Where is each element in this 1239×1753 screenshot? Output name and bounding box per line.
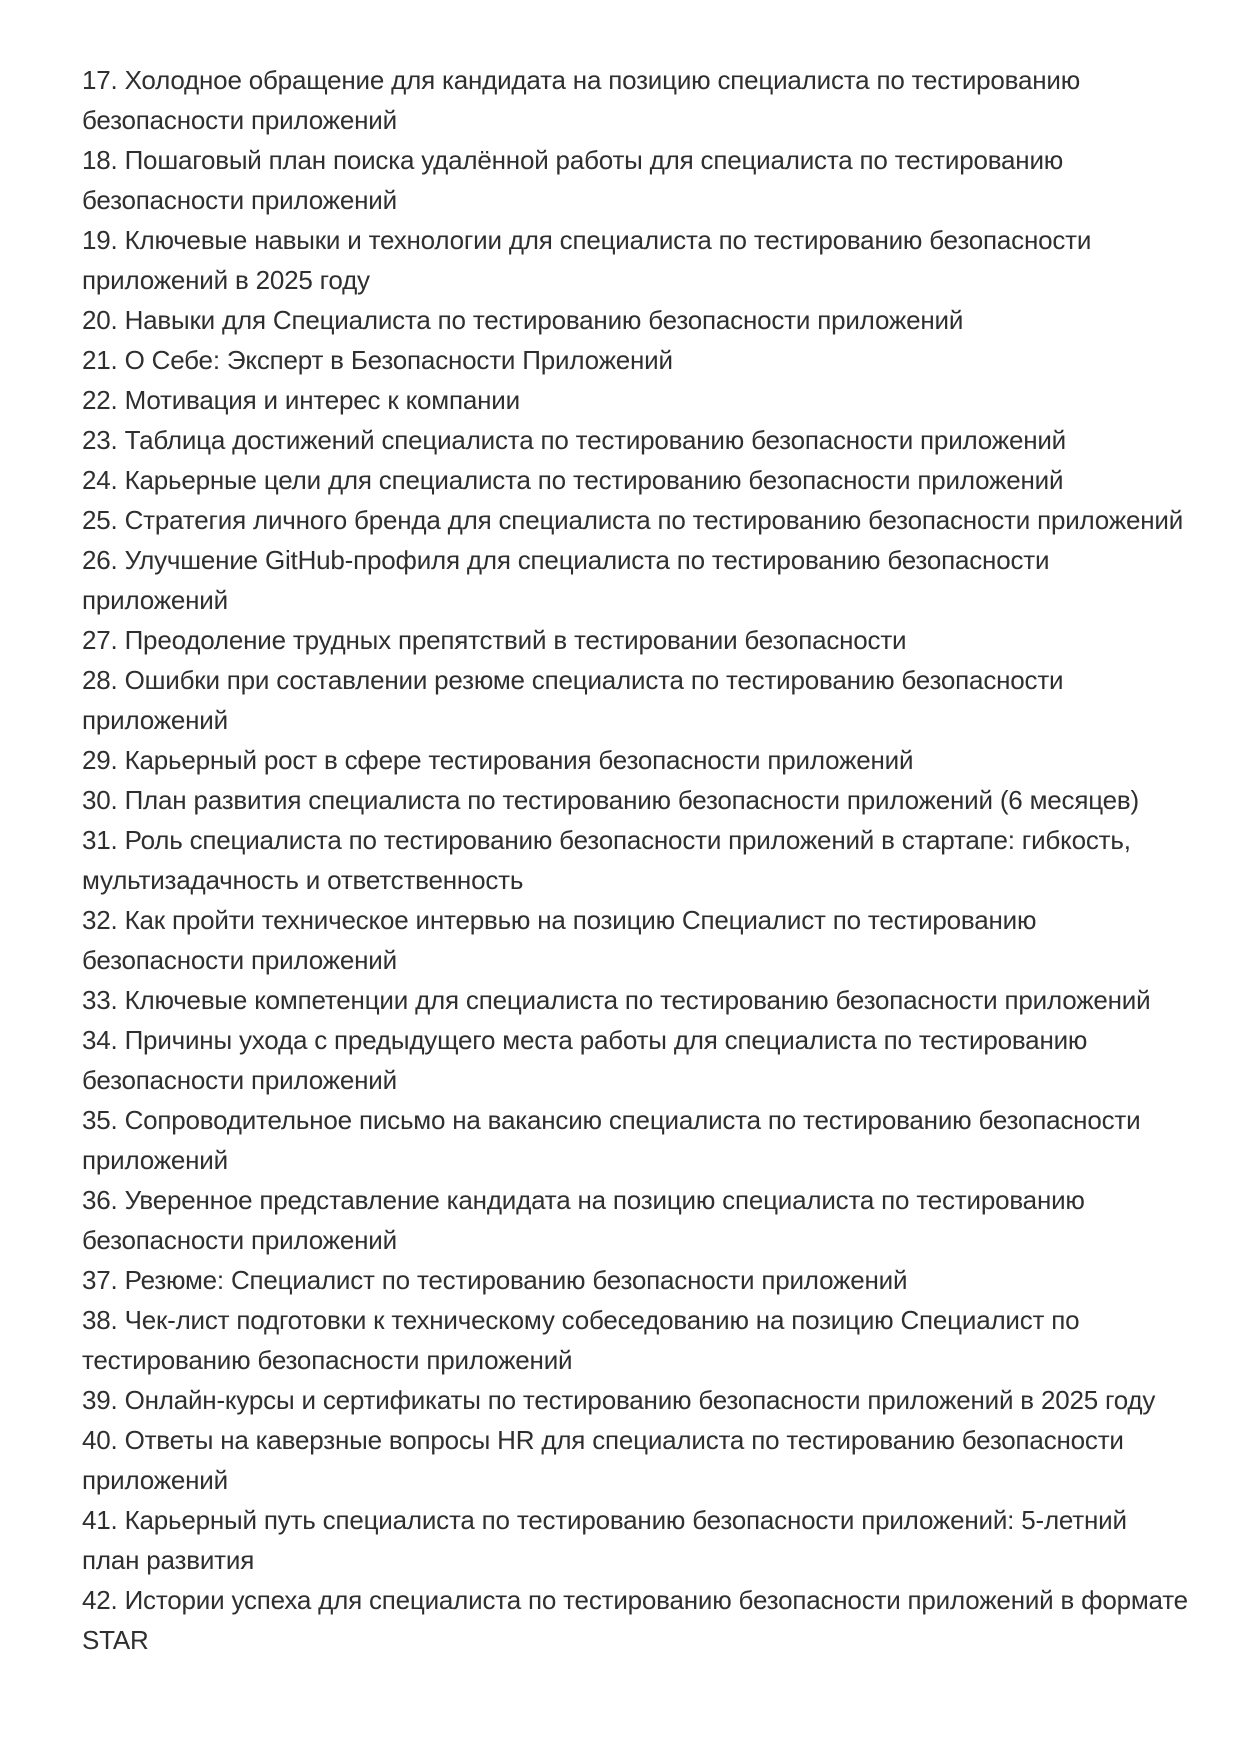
list-item: [82, 1260, 1159, 1300]
list-item: [82, 1500, 1159, 1580]
list-item-line: 33. Ключевые компетенции для специалиста по тестированию безопасности приложений: [82, 985, 1151, 1015]
list-item-line: приложений: [82, 585, 228, 615]
list-item-line: 17. Холодное обращение для кандидата на позицию специалиста по тестированию: [82, 65, 1081, 95]
numbered-list: [82, 60, 1188, 1660]
list-item-line: 29. Карьерный рост в сфере тестирования безопасности приложений: [82, 745, 914, 775]
list-item: [82, 60, 1159, 140]
list-item: [82, 380, 1159, 420]
list-item: [82, 1380, 1159, 1420]
list-item: [82, 1100, 1159, 1180]
list-item-line: 22. Мотивация и интерес к компании: [82, 385, 520, 415]
list-item: [82, 1420, 1159, 1500]
list-item-line: 40. Ответы на каверзные вопросы HR для специалиста по тестированию безопасности: [82, 1425, 1124, 1455]
list-item: [82, 620, 1159, 660]
list-item-line: 36. Уверенное представление кандидата на позицию специалиста по тестированию: [82, 1185, 1085, 1215]
list-item: [82, 220, 1159, 300]
list-item: [82, 500, 1184, 540]
list-item: [82, 1180, 1159, 1260]
list-item: [82, 1580, 1188, 1660]
list-item-line: 28. Ошибки при составлении резюме специалиста по тестированию безопасности: [82, 665, 1064, 695]
list-item-line: 27. Преодоление трудных препятствий в тестировании безопасности: [82, 625, 907, 655]
list-item-line: 37. Резюме: Специалист по тестированию безопасности приложений: [82, 1265, 908, 1295]
list-item: [82, 460, 1159, 500]
list-item-line: 42. Истории успеха для специалиста по тестированию безопасности приложений в формате: [82, 1585, 1188, 1615]
list-item-line: 20. Навыки для Специалиста по тестированию безопасности приложений: [82, 305, 964, 335]
list-item: [82, 660, 1159, 740]
list-item-line: приложений в 2025 году: [82, 265, 370, 295]
list-item-line: 24. Карьерные цели для специалиста по тестированию безопасности приложений: [82, 465, 1064, 495]
list-item-line: приложений: [82, 1465, 228, 1495]
list-item: [82, 1020, 1159, 1100]
list-item-line: STAR: [82, 1625, 149, 1655]
list-item-line: 38. Чек-лист подготовки к техническому собеседованию на позицию Специалист по: [82, 1305, 1080, 1335]
list-item-line: 30. План развития специалиста по тестированию безопасности приложений (6 месяцев): [82, 785, 1139, 815]
list-item-line: безопасности приложений: [82, 105, 397, 135]
list-item: [82, 140, 1159, 220]
list-item: [82, 780, 1159, 820]
list-item-line: 41. Карьерный путь специалиста по тестированию безопасности приложений: 5-летний: [82, 1505, 1127, 1535]
list-item: [82, 340, 1159, 380]
list-item-line: безопасности приложений: [82, 1065, 397, 1095]
list-item-line: 25. Стратегия личного бренда для специалиста по тестированию безопасности приложений: [82, 505, 1184, 535]
list-item-line: приложений: [82, 705, 228, 735]
list-item-line: безопасности приложений: [82, 185, 397, 215]
list-item: [82, 540, 1159, 620]
list-item-line: 18. Пошаговый план поиска удалённой работы для специалиста по тестированию: [82, 145, 1064, 175]
list-item-line: план развития: [82, 1545, 255, 1575]
list-item-line: 26. Улучшение GitHub-профиля для специалиста по тестированию безопасности: [82, 545, 1050, 575]
list-item-line: 19. Ключевые навыки и технологии для специалиста по тестированию безопасности: [82, 225, 1092, 255]
list-item-line: мультизадачность и ответственность: [82, 865, 524, 895]
list-item-line: 35. Сопроводительное письмо на вакансию специалиста по тестированию безопасности: [82, 1105, 1141, 1135]
list-item: [82, 900, 1159, 980]
list-item-line: приложений: [82, 1145, 228, 1175]
list-item-line: безопасности приложений: [82, 945, 397, 975]
list-item-line: 34. Причины ухода с предыдущего места работы для специалиста по тестированию: [82, 1025, 1088, 1055]
list-item-line: тестированию безопасности приложений: [82, 1345, 573, 1375]
list-item-line: 23. Таблица достижений специалиста по тестированию безопасности приложений: [82, 425, 1067, 455]
list-item: [82, 820, 1159, 900]
list-item-line: 39. Онлайн-курсы и сертификаты по тестированию безопасности приложений в 2025 году: [82, 1385, 1156, 1415]
list-item: [82, 420, 1159, 460]
list-item: [82, 980, 1159, 1020]
list-item-line: 32. Как пройти техническое интервью на позицию Специалист по тестированию: [82, 905, 1037, 935]
list-item-line: безопасности приложений: [82, 1225, 397, 1255]
list-item: [82, 1300, 1159, 1380]
list-item: [82, 740, 1159, 780]
list-item-line: 21. О Себе: Эксперт в Безопасности Приложений: [82, 345, 673, 375]
list-item: [82, 300, 1159, 340]
list-item-line: 31. Роль специалиста по тестированию безопасности приложений в стартапе: гибкость,: [82, 825, 1131, 855]
